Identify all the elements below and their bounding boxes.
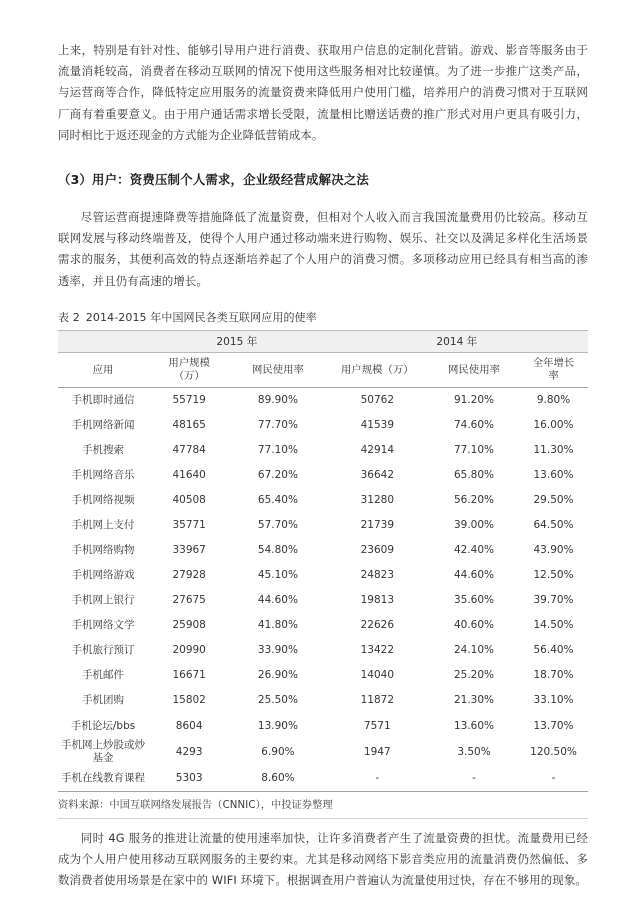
table-row (58, 688, 588, 713)
table-row (58, 713, 588, 739)
cell-rate-2015: 8.60% (261, 771, 295, 784)
cell-growth: 29.50% (533, 493, 574, 506)
cell-scale-2014: 21739 (360, 518, 394, 531)
cell-rate-2014: 65.80% (453, 468, 495, 481)
column-header-scale-2015 (148, 352, 230, 387)
column-header-scale-2015-line1: 用户规模 (168, 356, 210, 369)
cell-scale-2015: 27675 (172, 593, 206, 606)
cell-scale-2014: - (375, 771, 380, 784)
cell-growth: 56.40% (533, 643, 574, 656)
cell-growth: - (551, 771, 556, 784)
cell-rate-2014: 21.30% (453, 693, 495, 706)
cell-app: 手机网络购物 (71, 543, 135, 556)
cell-rate-2014: 56.20% (453, 493, 495, 506)
table-row (58, 387, 588, 413)
cell-rate-2015: 57.70% (257, 518, 298, 531)
column-header-scale-2014: 用户规模（万） (326, 352, 429, 387)
spacer (58, 819, 588, 828)
cell-rate-2015: 6.90% (261, 745, 295, 758)
cell-scale-2014: 7571 (363, 719, 391, 732)
cell-scale-2015: 55719 (172, 393, 206, 406)
cell-app: 手机网络视频 (71, 493, 135, 506)
paragraph-continuation: 上来，特别是有针对性、能够引导用户进行消费、获取用户信息的定制化营销。游戏、影音等服务由于流量消耗较高，消费者在移动互联网的情况下使用这些服务相对比较谨慎。为了进一步推广这类产品，与运营商等合作，降低特定应用服务的流量资费来降低用户使用门槛，培养用户的消费习惯对于互联网厂商有着重要意义。由于用户通话需求增长受限，流量相比赠送话费的推广形式对用户更具有吸引力，同时相比于返还现金的方式能为企业降低营销成本。 (58, 43, 588, 142)
cell-scale-2015: 20990 (172, 643, 206, 656)
table-caption-title: 2014-2015 年中国网民各类互联网应用的使率 (85, 310, 317, 324)
table-row (58, 613, 588, 638)
cell-app: 手机团购 (82, 693, 125, 706)
paragraph-4g-concern: 同时 4G 服务的推进让流量的使用速率加快，让许多消费者产生了流量资费的担忧。流量费用已经成为个人用户使用移动互联网服务的主要约束。尤其是移动网络下影音类应用的流量消费仍然偏低、多数消费者使用场景是在家中的 WIFI 环境下。根据调查用户普遍认为流量使用过快，存在不够用的现象。 (58, 830, 588, 888)
cell-rate-2015: 77.10% (257, 443, 298, 456)
cell-scale-2014: 1947 (363, 745, 391, 758)
cell-scale-2014: 36642 (360, 468, 394, 481)
cell-rate-2015: 77.70% (257, 418, 298, 431)
cell-scale-2014: 22626 (360, 618, 394, 631)
cell-growth: 33.10% (533, 693, 574, 706)
cell-scale-2015: 48165 (172, 418, 206, 431)
table-row (58, 563, 588, 588)
cell-scale-2014: 13422 (360, 643, 394, 656)
cell-scale-2015: 41640 (172, 468, 206, 481)
cell-rate-2014: 40.60% (453, 618, 495, 631)
cell-app: 手机网上炒股或炒基金 (61, 739, 146, 764)
table-row (58, 588, 588, 613)
column-header-growth-line2: 率 (548, 370, 559, 383)
column-header-scale-2015-line2: （万） (173, 370, 205, 383)
column-header-growth (519, 352, 588, 387)
cell-rate-2015: 33.90% (257, 643, 298, 656)
cell-rate-2014: 77.10% (453, 443, 495, 456)
table-row (58, 463, 588, 488)
cell-rate-2014: 35.60% (453, 593, 495, 606)
cell-scale-2014: 42914 (360, 443, 394, 456)
table-row (58, 663, 588, 688)
cell-app: 手机网络游戏 (71, 568, 135, 581)
cell-rate-2014: 42.40% (453, 543, 495, 556)
cell-scale-2014: 14040 (360, 668, 394, 681)
cell-app: 手机网上支付 (71, 518, 135, 531)
cell-growth: 43.90% (533, 543, 574, 556)
cell-growth: 13.60% (533, 468, 574, 481)
cell-growth: 9.80% (536, 393, 571, 406)
table-row (58, 739, 588, 765)
cell-scale-2015: 15802 (172, 693, 206, 706)
cell-rate-2015: 67.20% (257, 468, 298, 481)
table-row (58, 538, 588, 563)
cell-app: 手机网络新闻 (71, 418, 135, 431)
table-row (58, 638, 588, 663)
cell-scale-2015: 27928 (172, 568, 206, 581)
cell-app: 手机网络音乐 (71, 468, 135, 481)
cell-rate-2014: 25.20% (453, 668, 495, 681)
cell-scale-2014: 23609 (360, 543, 394, 556)
cell-scale-2015: 5303 (175, 771, 203, 784)
cell-rate-2015: 41.80% (257, 618, 298, 631)
cell-rate-2014: 44.60% (453, 568, 495, 581)
cell-growth: 13.70% (533, 719, 574, 732)
table-caption (58, 309, 588, 327)
column-header-app: 应用 (58, 352, 148, 387)
year-group-2015: 2015 年 (148, 330, 326, 352)
table-source-note: 资料来源：中国互联网络发展报告（CNNIC），中投证券整理 (58, 792, 588, 819)
cell-growth: 16.00% (533, 418, 574, 431)
cell-scale-2014: 41539 (360, 418, 394, 431)
cell-scale-2014: 24823 (360, 568, 394, 581)
year-group-empty-cell (58, 330, 148, 352)
cell-rate-2014: 3.50% (457, 745, 491, 758)
cell-scale-2015: 40508 (172, 493, 206, 506)
table-row (58, 488, 588, 513)
table-row (58, 413, 588, 438)
cell-rate-2014: 13.60% (453, 719, 495, 732)
table-caption-number: 表 2 (58, 310, 80, 324)
cell-scale-2014: 31280 (360, 493, 394, 506)
table-row (58, 513, 588, 538)
cell-rate-2014: 91.20% (453, 393, 495, 406)
cell-app: 手机论坛/bbs (70, 719, 136, 732)
spacer (58, 292, 588, 309)
cell-rate-2015: 44.60% (257, 593, 298, 606)
cell-rate-2015: 65.40% (257, 493, 298, 506)
column-header-rate-2014: 网民使用率 (429, 352, 519, 387)
cell-growth: 11.30% (533, 443, 574, 456)
cell-app: 手机在线教育课程 (61, 771, 146, 784)
table-row (58, 765, 588, 792)
cell-rate-2014: 74.60% (453, 418, 495, 431)
cell-app: 手机旅行预订 (71, 643, 135, 656)
table-year-group-row (58, 330, 588, 352)
cell-growth: 120.50% (530, 745, 577, 758)
cell-growth: 14.50% (533, 618, 574, 631)
year-group-2014: 2014 年 (326, 330, 588, 352)
cell-rate-2015: 45.10% (257, 568, 298, 581)
table-row (58, 438, 588, 463)
cell-rate-2014: 24.10% (453, 643, 495, 656)
column-header-rate-2015: 网民使用率 (230, 352, 325, 387)
cell-rate-2015: 89.90% (257, 393, 298, 406)
cell-scale-2015: 33967 (172, 543, 206, 556)
internet-application-usage-table (58, 330, 588, 792)
cell-app: 手机网络文学 (71, 618, 135, 631)
spacer (58, 190, 588, 207)
cell-growth: 18.70% (533, 668, 574, 681)
cell-rate-2014: 39.00% (453, 518, 495, 531)
cell-scale-2014: 50762 (360, 393, 394, 406)
cell-scale-2015: 35771 (172, 518, 206, 531)
cell-scale-2015: 47784 (172, 443, 206, 456)
table-column-header-row (58, 352, 588, 387)
cell-app: 手机即时通信 (71, 393, 135, 406)
cell-scale-2015: 16671 (172, 668, 206, 681)
table-body (58, 387, 588, 791)
cell-rate-2015: 54.80% (257, 543, 298, 556)
section-heading: （3）用户：资费压制个人需求，企业级经营成解决之法 (58, 172, 369, 188)
column-header-growth-line1: 全年增长 (532, 356, 575, 369)
cell-growth: 12.50% (533, 568, 574, 581)
cell-growth: 64.50% (533, 518, 574, 531)
cell-rate-2015: 26.90% (257, 668, 298, 681)
spacer (58, 146, 588, 170)
cell-scale-2014: 19813 (360, 593, 394, 606)
cell-rate-2015: 13.90% (257, 719, 298, 732)
cell-rate-2015: 25.50% (257, 693, 298, 706)
cell-scale-2015: 25908 (172, 618, 206, 631)
cell-app: 手机邮件 (82, 668, 125, 681)
paragraph-user-demand: 尽管运营商提速降费等措施降低了流量资费，但相对个人收入而言我国流量费用仍比较高。移动互联网发展与移动终端普及，使得个人用户通过移动端来进行购物、娱乐、社交以及满足多样化生活场景需求的服务，其便利高效的特点逐渐培养起了个人用户的消费习惯。多项移动应用已经具有相当高的渗透率，并且仍有高速的增长。 (58, 210, 588, 288)
cell-app: 手机网上银行 (71, 593, 135, 606)
cell-scale-2014: 11872 (360, 693, 394, 706)
cell-scale-2015: 8604 (175, 719, 203, 732)
cell-app: 手机搜索 (82, 443, 125, 456)
cell-rate-2014: - (472, 771, 476, 784)
cell-scale-2015: 4293 (175, 745, 203, 758)
cell-growth: 39.70% (533, 593, 574, 606)
